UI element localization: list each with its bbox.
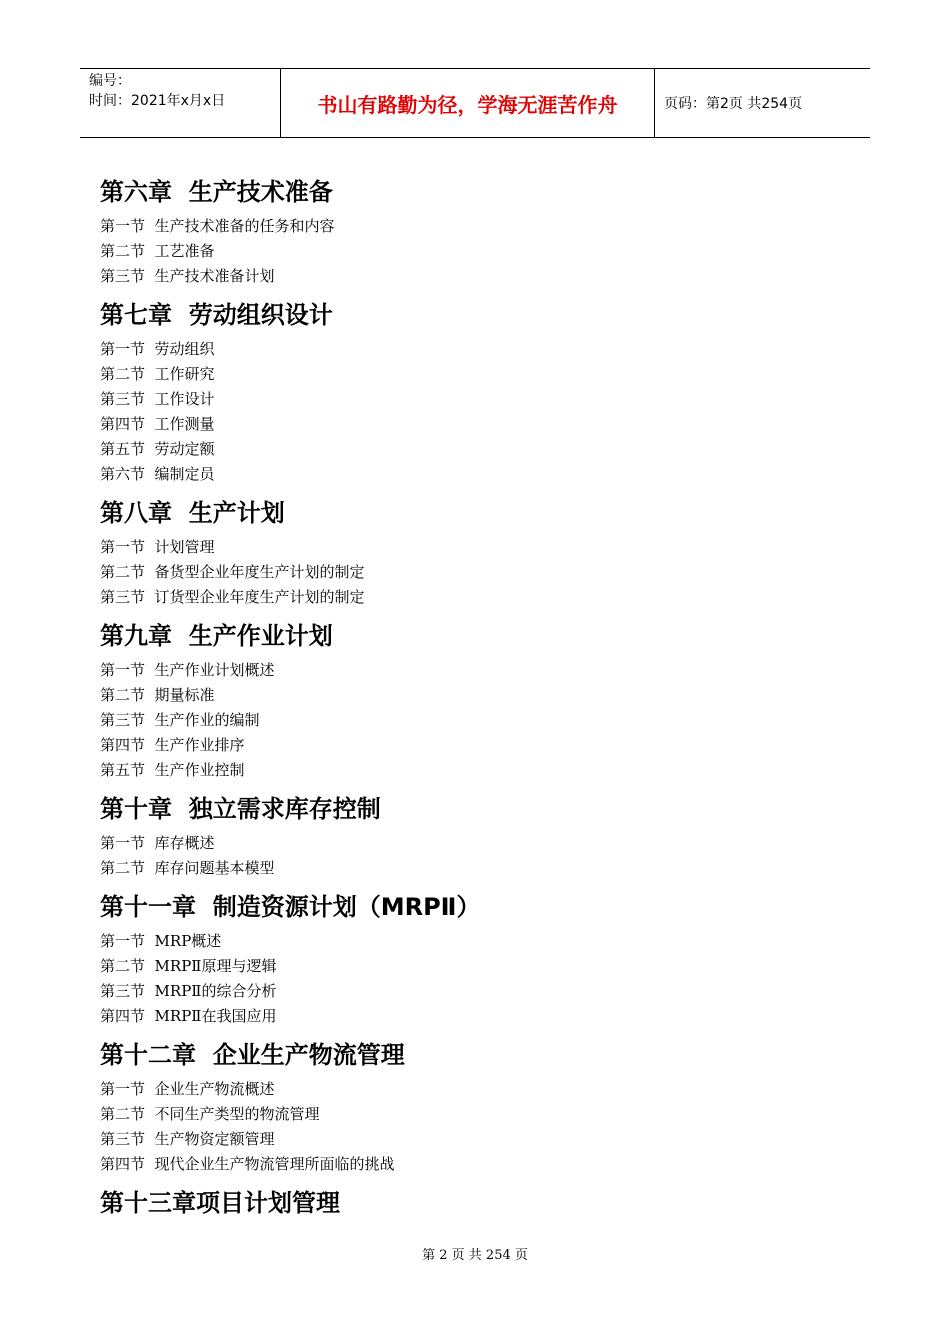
section-item: 第四节 MRPⅡ在我国应用: [100, 1007, 277, 1025]
section-item: 第一节 计划管理: [100, 538, 215, 556]
chapter-title: 第十章 独立需求库存控制: [100, 795, 381, 823]
date-label: 时间：2021年x月x日: [89, 93, 226, 109]
section-list: [100, 1077, 860, 1177]
chapter-title: 第七章 劳动组织设计: [100, 301, 333, 329]
header-meta: [80, 69, 281, 137]
section-item: 第三节 订货型企业年度生产计划的制定: [100, 588, 365, 606]
chapter-block: [100, 1181, 860, 1225]
chapter-title: 第八章 生产计划: [100, 499, 285, 527]
section-item: 第一节 库存概述: [100, 834, 215, 852]
chapter-block: [100, 293, 860, 487]
section-item: 第一节 生产作业计划概述: [100, 661, 275, 679]
header-page-info: 页码：第2页 共254页: [664, 96, 803, 112]
chapter-title: 第十三章项目计划管理: [100, 1189, 340, 1217]
section-item: 第四节 生产作业排序: [100, 736, 245, 754]
chapter-title: 第十一章 制造资源计划（MRPⅡ）: [100, 893, 481, 921]
section-item: 第二节 不同生产类型的物流管理: [100, 1105, 320, 1123]
section-item: 第二节 库存问题基本模型: [100, 859, 275, 877]
page-header: [80, 68, 870, 138]
section-item: 第五节 劳动定额: [100, 440, 215, 458]
section-item: 第五节 生产作业控制: [100, 761, 245, 779]
chapter-title: 第六章 生产技术准备: [100, 178, 333, 206]
chapter-block: [100, 885, 860, 1029]
section-item: 第三节 MRPⅡ的综合分析: [100, 982, 277, 1000]
serial-label: 编号：: [89, 73, 131, 89]
table-of-contents: [100, 170, 860, 1229]
section-item: 第二节 工艺准备: [100, 242, 215, 260]
chapter-title: 第九章 生产作业计划: [100, 622, 333, 650]
section-item: 第四节 工作测量: [100, 415, 215, 433]
section-item: 第一节 企业生产物流概述: [100, 1080, 275, 1098]
section-item: 第一节 MRP概述: [100, 932, 222, 950]
section-item: 第三节 工作设计: [100, 390, 215, 408]
section-item: 第二节 MRPⅡ原理与逻辑: [100, 957, 277, 975]
section-item: 第三节 生产作业的编制: [100, 711, 260, 729]
section-item: 第三节 生产物资定额管理: [100, 1130, 275, 1148]
page-footer: 第 2 页 共 254 页: [422, 1248, 528, 1263]
section-list: [100, 929, 860, 1029]
chapter-block: [100, 170, 860, 289]
chapter-block: [100, 787, 860, 881]
section-item: 第二节 期量标准: [100, 686, 215, 704]
chapter-title: 第十二章 企业生产物流管理: [100, 1041, 405, 1069]
section-item: 第三节 生产技术准备计划: [100, 267, 275, 285]
section-list: [100, 658, 860, 783]
section-list: [100, 535, 860, 610]
section-item: 第四节 现代企业生产物流管理所面临的挑战: [100, 1155, 395, 1173]
section-list: [100, 214, 860, 289]
section-item: 第二节 工作研究: [100, 365, 215, 383]
header-motto: 书山有路勤为径，学海无涯苦作舟: [281, 69, 655, 137]
section-item: 第一节 生产技术准备的任务和内容: [100, 217, 335, 235]
chapter-block: [100, 1033, 860, 1177]
section-list: [100, 337, 860, 487]
chapter-block: [100, 614, 860, 783]
chapter-block: [100, 491, 860, 610]
section-item: 第六节 编制定员: [100, 465, 215, 483]
section-list: [100, 831, 860, 881]
section-item: 第二节 备货型企业年度生产计划的制定: [100, 563, 365, 581]
section-item: 第一节 劳动组织: [100, 340, 215, 358]
